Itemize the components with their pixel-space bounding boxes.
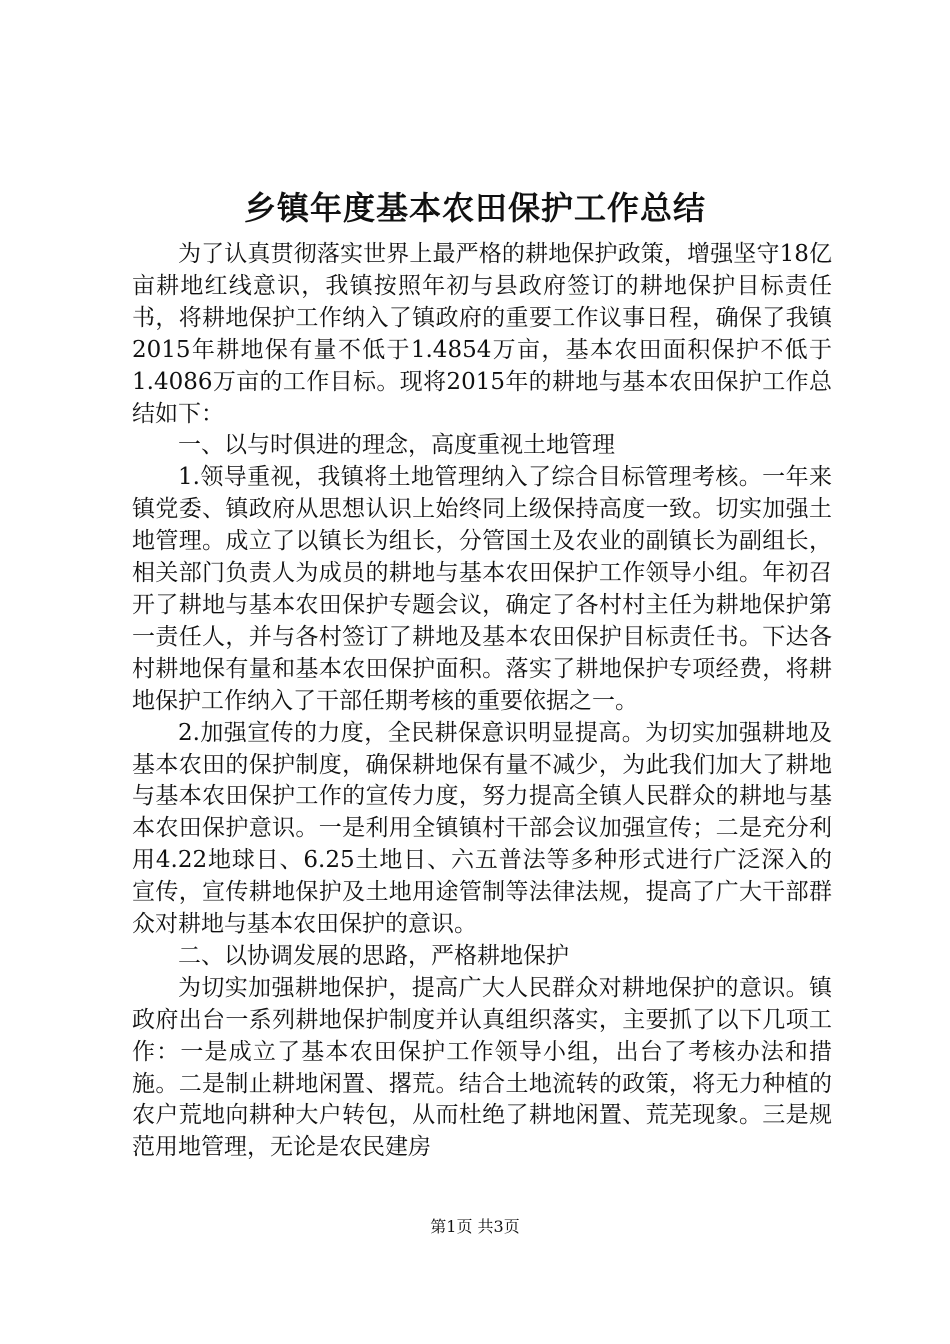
- document-title: 乡镇年度基本农田保护工作总结: [243, 189, 706, 227]
- page-number-footer: 第1页 共3页: [430, 1217, 520, 1236]
- section-heading-1: 一、以与时俱进的理念，高度重视土地管理: [178, 432, 615, 459]
- paragraph-publicity: 2.加强宣传的力度，全民耕保意识明显提高。为切实加强耕地及基本农田的保护制度，确保耕地保有量不减少，为此我们加大了耕地与基本农田保护工作的宣传力度，努力提高全镇人民群众的耕地与基本农田保护意识。一是利用全镇镇村干部会议加强宣传；二是充分利用4.22地球日、6.25土地日、六五普法等多种形式进行广泛深入的宣传，宣传耕地保护及土地用途管制等法律法规，提高了广大干部群众对耕地与基本农田保护的意识。: [132, 719, 832, 938]
- paragraph-protection: 为切实加强耕地保护，提高广大人民群众对耕地保护的意识。镇政府出台一系列耕地保护制度并认真组织落实，主要抓了以下几项工作：一是成立了基本农田保护工作领导小组，出台了考核办法和措施。二是制止耕地闲置、撂荒。结合土地流转的政策，将无力种植的农户荒地向耕种大户转包，从而杜绝了耕地闲置、荒芜现象。三是规范用地管理，无论是农民建房: [132, 974, 832, 1161]
- paragraph-leadership: 1.领导重视，我镇将土地管理纳入了综合目标管理考核。一年来镇党委、镇政府从思想认识上始终同上级保持高度一致。切实加强土地管理。成立了以镇长为组长，分管国土及农业的副镇长为副组长，相关部门负责人为成员的耕地与基本农田保护工作领导小组。年初召开了耕地与基本农田保护专题会议，确定了各村村主任为耕地保护第一责任人，并与各村签订了耕地及基本农田保护目标责任书。下达各村耕地保有量和基本农田保护面积。落实了耕地保护专项经费，将耕地保护工作纳入了干部任期考核的重要依据之一。: [132, 464, 832, 714]
- document-body: [132, 239, 832, 1164]
- section-heading-2: 二、以协调发展的思路，严格耕地保护: [178, 942, 569, 969]
- paragraph-intro: 为了认真贯彻落实世界上最严格的耕地保护政策，增强坚守18亿亩耕地红线意识，我镇按照年初与县政府签订的耕地保护目标责任书，将耕地保护工作纳入了镇政府的重要工作议事日程，确保了我镇2015年耕地保有量不低于1.4854万亩，基本农田面积保护不低于1.4086万亩的工作目标。现将2015年的耕地与基本农田保护工作总结如下：: [132, 241, 832, 427]
